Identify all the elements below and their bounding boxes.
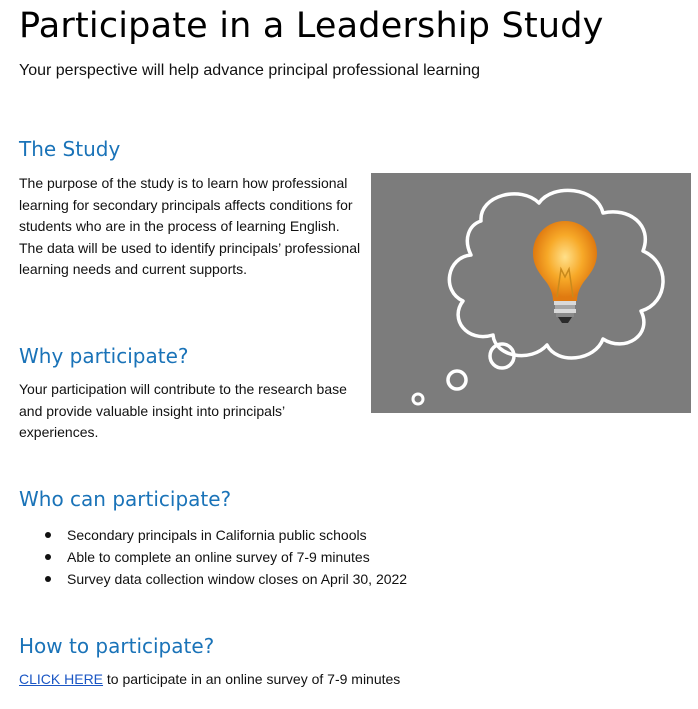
page-title: Participate in a Leadership Study	[19, 6, 604, 46]
list-item: Survey data collection window closes on April 30, 2022	[19, 568, 407, 590]
lightbulb-illustration	[371, 173, 691, 413]
why-heading: Why participate?	[19, 344, 189, 368]
study-description: The purpose of the study is to learn how professional learning for secondary principals affects conditions for students who are in the process of learning English. The data will be used to identify principals’ professional learning needs and current supports.	[19, 175, 361, 277]
study-heading: The Study	[19, 137, 121, 161]
how-heading: How to participate?	[19, 634, 215, 658]
participate-instruction	[19, 671, 400, 687]
list-item: Able to complete an online survey of 7-9 minutes	[19, 546, 407, 568]
lightbulb-thought-bubble-icon	[371, 173, 691, 413]
page-subtitle: Your perspective will help advance principal professional learning	[19, 62, 481, 79]
click-here-link[interactable]: CLICK HERE	[19, 671, 104, 687]
list-item: Secondary principals in California public schools	[19, 524, 407, 546]
eligibility-list	[19, 524, 407, 590]
who-heading: Who can participate?	[19, 487, 232, 511]
participate-instruction-text: to participate in an online survey of 7-9 minutes	[103, 671, 401, 687]
why-description: Your participation will contribute to the research base and provide valuable insight into principals’ experiences.	[19, 381, 347, 440]
